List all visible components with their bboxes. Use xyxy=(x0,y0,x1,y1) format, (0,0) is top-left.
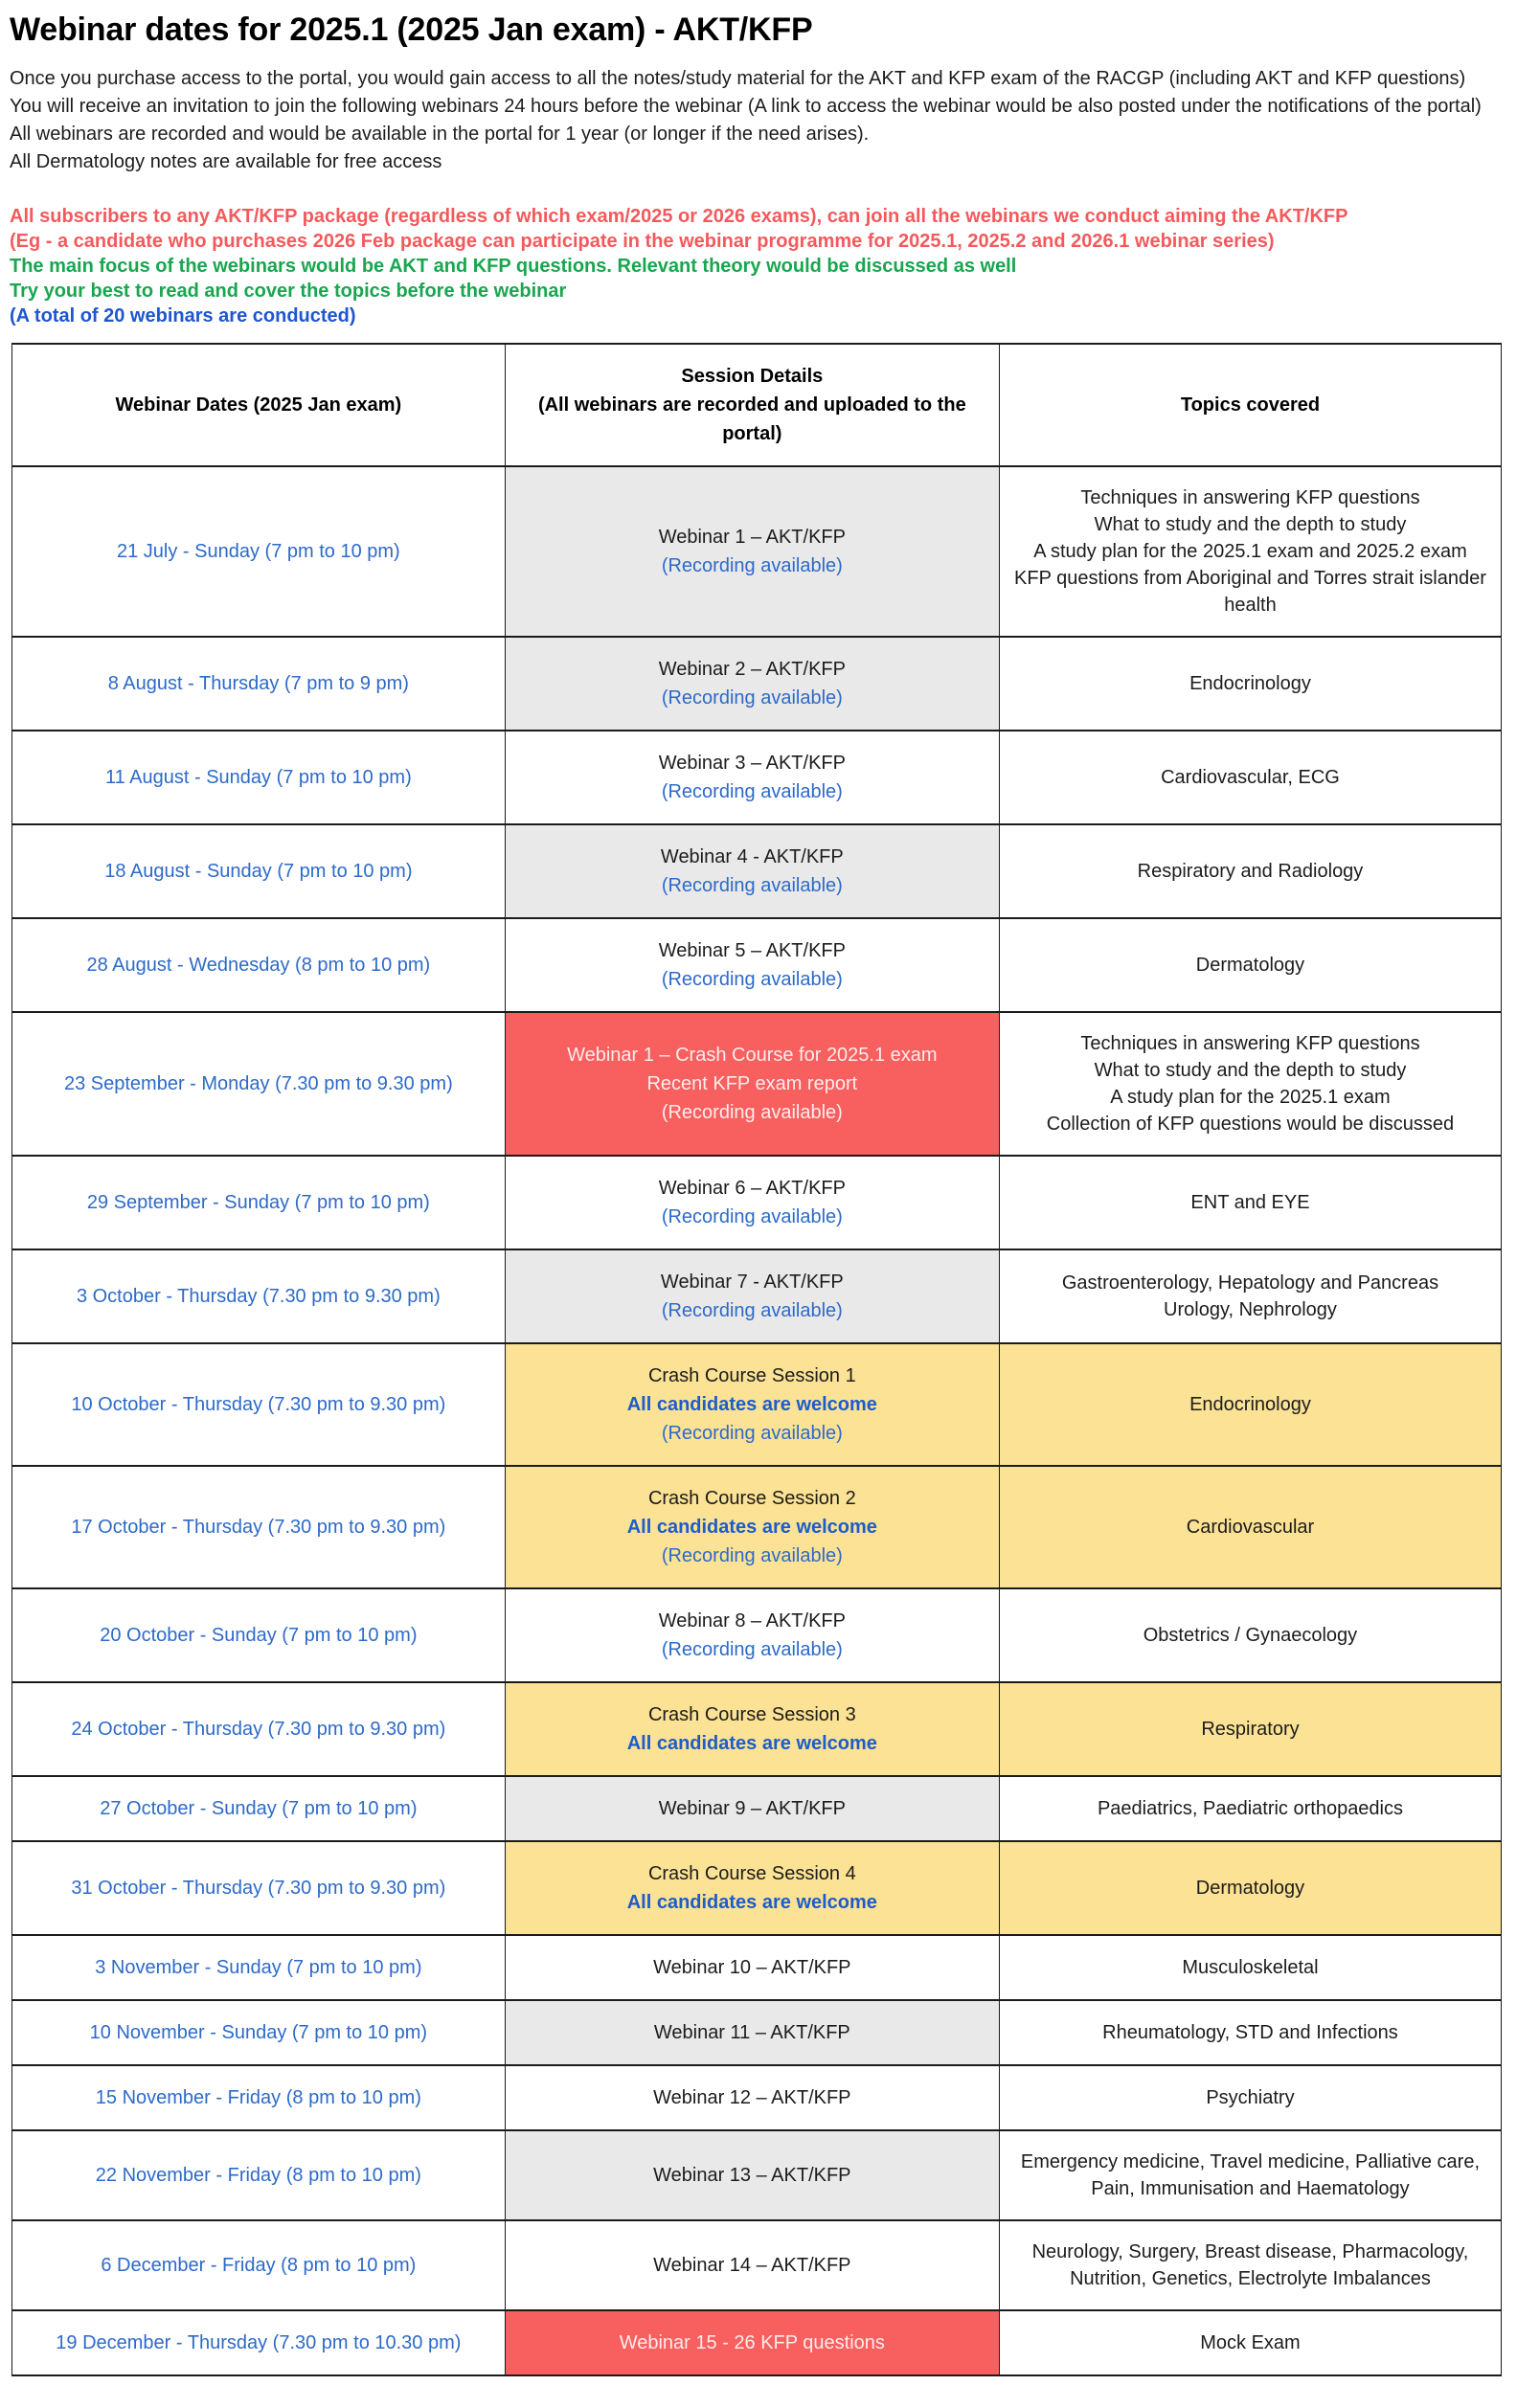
topics-covered-cell xyxy=(999,731,1501,824)
session-title: Webinar 12 – AKT/KFP xyxy=(653,2087,851,2108)
webinar-row xyxy=(12,731,1502,824)
webinar-date-link[interactable]: 8 August - Thursday (7 pm to 9 pm) xyxy=(107,673,409,694)
session-title: Crash Course Session 4 xyxy=(647,1863,856,1884)
webinar-date-link[interactable]: 11 August - Sunday (7 pm to 10 pm) xyxy=(104,767,412,788)
topic-line: Neurology, Surgery, Breast disease, Pharmacology, Nutrition, Genetics, Electrolyte Imbalances xyxy=(1031,2241,1469,2289)
webinar-row xyxy=(12,824,1502,918)
topics-covered-cell xyxy=(999,1249,1501,1343)
webinar-date-cell xyxy=(12,2130,506,2220)
webinar-row xyxy=(12,1249,1502,1343)
notice-paragraphs xyxy=(10,204,1502,328)
notice-line-green: Try your best to read and cover the topics before the webinar xyxy=(10,281,567,302)
session-title: Crash Course Session 1 xyxy=(647,1365,856,1386)
topic-line: A study plan for the 2025.1 exam xyxy=(1110,1087,1391,1108)
recording-link[interactable]: (Recording available) xyxy=(661,1300,843,1321)
topic-line: Collection of KFP questions would be discussed xyxy=(1046,1114,1455,1135)
topic-line: Mock Exam xyxy=(1200,2332,1301,2353)
webinar-date-link[interactable]: 3 November - Sunday (7 pm to 10 pm) xyxy=(95,1957,422,1978)
webinar-row xyxy=(12,1841,1502,1935)
session-details-cell xyxy=(505,1776,999,1841)
session-title: Webinar 1 – AKT/KFP xyxy=(658,527,846,548)
header-webinar-dates: Webinar Dates (2025 Jan exam) xyxy=(12,344,506,466)
notice-line-green: The main focus of the webinars would be AKT and KFP questions. Relevant theory would be discussed as well xyxy=(10,256,1017,277)
session-title: Webinar 4 - AKT/KFP xyxy=(660,846,844,867)
webinar-date-link[interactable]: 10 October - Thursday (7.30 pm to 9.30 pm) xyxy=(71,1394,446,1415)
topics-covered-cell xyxy=(999,2220,1501,2310)
topics-covered-cell xyxy=(999,1156,1501,1249)
topic-line: Dermatology xyxy=(1195,955,1305,976)
recording-link[interactable]: (Recording available) xyxy=(661,781,843,802)
header-topics-covered: Topics covered xyxy=(999,344,1501,466)
topic-line: Techniques in answering KFP questions xyxy=(1080,1033,1420,1054)
table-header-row xyxy=(12,344,1502,466)
topic-line: Psychiatry xyxy=(1206,2087,1295,2108)
session-details-cell xyxy=(505,637,999,731)
session-details-cell xyxy=(505,1343,999,1466)
recording-link[interactable]: (Recording available) xyxy=(661,969,843,990)
topic-line: What to study and the depth to study xyxy=(1094,1060,1407,1081)
welcome-link[interactable]: All candidates are welcome xyxy=(626,1517,877,1538)
intro-paragraph: Once you purchase access to the portal, you would gain access to all the notes/study material for the AKT and KFP exam of the RACGP (including AKT and KFP questions) xyxy=(10,68,1466,89)
session-title: Webinar 6 – AKT/KFP xyxy=(658,1178,846,1199)
topics-covered-cell xyxy=(999,824,1501,918)
recording-link[interactable]: (Recording available) xyxy=(661,875,843,896)
webinar-date-cell xyxy=(12,1935,506,2000)
session-title: (Recording available) xyxy=(661,1102,843,1123)
session-title: Crash Course Session 3 xyxy=(647,1704,856,1725)
webinar-date-cell xyxy=(12,824,506,918)
webinar-row xyxy=(12,1682,1502,1776)
webinar-row xyxy=(12,1776,1502,1841)
topics-covered-cell xyxy=(999,1841,1501,1935)
recording-link[interactable]: (Recording available) xyxy=(661,1545,843,1566)
webinar-row xyxy=(12,1588,1502,1682)
webinar-row xyxy=(12,2065,1502,2130)
webinar-row xyxy=(12,2310,1502,2375)
topic-line: Dermatology xyxy=(1195,1878,1305,1899)
session-title: Webinar 3 – AKT/KFP xyxy=(658,753,846,774)
webinar-row xyxy=(12,1466,1502,1588)
topics-covered-cell xyxy=(999,466,1501,637)
session-title: Webinar 5 – AKT/KFP xyxy=(658,940,846,961)
webinar-date-cell xyxy=(12,466,506,637)
session-title: Webinar 14 – AKT/KFP xyxy=(653,2255,851,2276)
topics-covered-cell xyxy=(999,1776,1501,1841)
topic-line: Urology, Nephrology xyxy=(1164,1299,1337,1320)
webinar-schedule-table xyxy=(11,343,1502,2376)
webinar-date-link[interactable]: 31 October - Thursday (7.30 pm to 9.30 pm) xyxy=(71,1878,446,1899)
topic-line: Endocrinology xyxy=(1189,673,1311,694)
topic-line: Techniques in answering KFP questions xyxy=(1080,487,1420,508)
topics-covered-cell xyxy=(999,637,1501,731)
session-title: Webinar 8 – AKT/KFP xyxy=(658,1610,846,1632)
topics-covered-cell xyxy=(999,1935,1501,2000)
topic-line: ENT and EYE xyxy=(1190,1192,1310,1213)
topics-covered-cell xyxy=(999,1012,1501,1156)
webinar-row xyxy=(12,637,1502,731)
welcome-link[interactable]: All candidates are welcome xyxy=(626,1394,877,1415)
topic-line: Gastroenterology, Hepatology and Pancreas xyxy=(1061,1272,1439,1294)
session-details-cell xyxy=(505,1588,999,1682)
session-details-cell xyxy=(505,1249,999,1343)
webinar-date-link[interactable]: 18 August - Sunday (7 pm to 10 pm) xyxy=(104,861,413,882)
webinar-date-link[interactable]: 22 November - Friday (8 pm to 10 pm) xyxy=(95,2165,421,2186)
topic-line: Respiratory and Radiology xyxy=(1137,861,1364,882)
session-details-cell xyxy=(505,731,999,824)
webinar-date-cell xyxy=(12,1776,506,1841)
webinar-date-cell xyxy=(12,2065,506,2130)
webinar-date-link[interactable]: 29 September - Sunday (7 pm to 10 pm) xyxy=(86,1192,430,1213)
session-details-cell xyxy=(505,2220,999,2310)
session-details-cell xyxy=(505,1841,999,1935)
webinar-date-link[interactable]: 6 December - Friday (8 pm to 10 pm) xyxy=(101,2255,417,2276)
intro-paragraph: All webinars are recorded and would be available in the portal for 1 year (or longer if the need arises). xyxy=(10,124,870,145)
webinar-date-cell xyxy=(12,731,506,824)
topic-line: Endocrinology xyxy=(1189,1394,1311,1415)
webinar-date-cell xyxy=(12,637,506,731)
topic-line: Emergency medicine, Travel medicine, Palliative care, Pain, Immunisation and Haematology xyxy=(1020,2151,1481,2199)
webinar-date-link[interactable]: 21 July - Sunday (7 pm to 10 pm) xyxy=(117,541,400,562)
recording-link[interactable]: (Recording available) xyxy=(661,555,843,576)
webinar-row xyxy=(12,1012,1502,1156)
session-details-cell xyxy=(505,2130,999,2220)
session-title: Webinar 15 - 26 KFP questions xyxy=(619,2332,885,2353)
session-title: Recent KFP exam report xyxy=(646,1073,858,1094)
webinar-date-link[interactable]: 17 October - Thursday (7.30 pm to 9.30 pm) xyxy=(71,1517,446,1538)
webinar-date-link[interactable]: 27 October - Sunday (7 pm to 10 pm) xyxy=(100,1798,418,1819)
webinar-date-link[interactable]: 10 November - Sunday (7 pm to 10 pm) xyxy=(89,2022,428,2043)
page-title: Webinar dates for 2025.1 (2025 Jan exam) - AKT/KFP xyxy=(10,11,813,48)
webinar-date-cell xyxy=(12,918,506,1012)
header-session-details-note: (All webinars are recorded and uploaded to the portal) xyxy=(537,394,966,444)
webinar-date-cell xyxy=(12,1841,506,1935)
webinar-row xyxy=(12,2130,1502,2220)
recording-link[interactable]: (Recording available) xyxy=(661,1639,843,1660)
session-title: Webinar 11 – AKT/KFP xyxy=(653,2022,850,2043)
webinar-date-cell xyxy=(12,2310,506,2375)
topics-covered-cell xyxy=(999,918,1501,1012)
topic-line: Paediatrics, Paediatric orthopaedics xyxy=(1097,1798,1403,1819)
header-session-details-title: Session Details xyxy=(681,366,824,387)
session-details-cell xyxy=(505,466,999,637)
session-title: Webinar 1 – Crash Course for 2025.1 exam xyxy=(567,1045,938,1066)
webinar-date-cell xyxy=(12,1012,506,1156)
session-title: Webinar 13 – AKT/KFP xyxy=(653,2165,851,2186)
webinar-date-link[interactable]: 24 October - Thursday (7.30 pm to 9.30 pm) xyxy=(71,1719,446,1740)
intro-paragraph: You will receive an invitation to join the following webinars 24 hours before the webinar (A link to access the webinar would be also posted under the notifications of the portal) xyxy=(10,96,1482,117)
topics-covered-cell xyxy=(999,1682,1501,1776)
recording-link[interactable]: (Recording available) xyxy=(661,1206,843,1227)
topics-covered-cell xyxy=(999,1588,1501,1682)
webinar-date-link[interactable]: 20 October - Sunday (7 pm to 10 pm) xyxy=(100,1625,418,1646)
webinar-date-link[interactable]: 3 October - Thursday (7.30 pm to 9.30 pm) xyxy=(76,1286,441,1307)
webinar-date-link[interactable]: 23 September - Monday (7.30 pm to 9.30 pm) xyxy=(63,1073,453,1094)
webinar-row xyxy=(12,1935,1502,2000)
topics-covered-cell xyxy=(999,2065,1501,2130)
webinar-date-link[interactable]: 19 December - Thursday (7.30 pm to 10.30 pm) xyxy=(56,2332,462,2353)
session-details-cell xyxy=(505,2310,999,2375)
topic-line: A study plan for the 2025.1 exam and 2025.2 exam xyxy=(1033,541,1467,562)
header-session-details xyxy=(505,344,999,466)
webinar-row xyxy=(12,466,1502,637)
topic-line: Musculoskeletal xyxy=(1182,1957,1319,1978)
topics-covered-cell xyxy=(999,2000,1501,2065)
session-details-cell xyxy=(505,1466,999,1588)
session-title: Webinar 2 – AKT/KFP xyxy=(658,659,846,680)
notice-line-blue: (A total of 20 webinars are conducted) xyxy=(10,305,356,326)
session-title: Webinar 9 – AKT/KFP xyxy=(658,1798,846,1819)
webinar-date-cell xyxy=(12,1588,506,1682)
notice-line-red: (Eg - a candidate who purchases 2026 Feb package can participate in the webinar programme for 2025.1, 2025.2 and 2026.1 webinar series) xyxy=(10,231,1275,252)
webinar-row xyxy=(12,1343,1502,1466)
session-details-cell xyxy=(505,1935,999,2000)
session-details-cell xyxy=(505,1012,999,1156)
session-details-cell xyxy=(505,2065,999,2130)
topic-line: Respiratory xyxy=(1201,1719,1300,1740)
session-title: Webinar 10 – AKT/KFP xyxy=(653,1957,851,1978)
session-details-cell xyxy=(505,1156,999,1249)
topic-line: Rheumatology, STD and Infections xyxy=(1102,2022,1398,2043)
webinar-date-cell xyxy=(12,1156,506,1249)
webinar-date-link[interactable]: 15 November - Friday (8 pm to 10 pm) xyxy=(95,2087,421,2108)
webinar-date-cell xyxy=(12,1466,506,1588)
webinar-date-cell xyxy=(12,1682,506,1776)
recording-link[interactable]: (Recording available) xyxy=(661,1423,843,1444)
topic-line: KFP questions from Aboriginal and Torres strait islander health xyxy=(1014,568,1486,616)
webinar-row xyxy=(12,2220,1502,2310)
welcome-link[interactable]: All candidates are welcome xyxy=(626,1892,877,1913)
webinar-row xyxy=(12,918,1502,1012)
topics-covered-cell xyxy=(999,2130,1501,2220)
topics-covered-cell xyxy=(999,2310,1501,2375)
intro-paragraphs xyxy=(10,65,1502,176)
recording-link[interactable]: (Recording available) xyxy=(661,687,843,709)
session-title: Crash Course Session 2 xyxy=(647,1488,856,1509)
webinar-date-cell xyxy=(12,1343,506,1466)
topics-covered-cell xyxy=(999,1343,1501,1466)
webinar-date-cell xyxy=(12,2220,506,2310)
session-details-cell xyxy=(505,918,999,1012)
session-details-cell xyxy=(505,1682,999,1776)
topic-line: Cardiovascular, ECG xyxy=(1161,767,1340,788)
webinar-date-link[interactable]: 28 August - Wednesday (8 pm to 10 pm) xyxy=(86,955,431,976)
topics-covered-cell xyxy=(999,1466,1501,1588)
webinar-row xyxy=(12,2000,1502,2065)
welcome-link[interactable]: All candidates are welcome xyxy=(626,1733,877,1754)
session-details-cell xyxy=(505,824,999,918)
session-details-cell xyxy=(505,2000,999,2065)
webinar-date-cell xyxy=(12,1249,506,1343)
session-title: Webinar 7 - AKT/KFP xyxy=(660,1272,844,1293)
topic-line: Obstetrics / Gynaecology xyxy=(1143,1625,1358,1646)
webinar-row xyxy=(12,1156,1502,1249)
intro-paragraph: All Dermatology notes are available for free access xyxy=(10,151,442,172)
topic-line: What to study and the depth to study xyxy=(1094,514,1407,535)
topic-line: Cardiovascular xyxy=(1186,1517,1315,1538)
notice-line-red: All subscribers to any AKT/KFP package (regardless of which exam/2025 or 2026 exams), can join all the webinars we conduct aiming the AKT/KFP xyxy=(10,206,1348,227)
webinar-date-cell xyxy=(12,2000,506,2065)
